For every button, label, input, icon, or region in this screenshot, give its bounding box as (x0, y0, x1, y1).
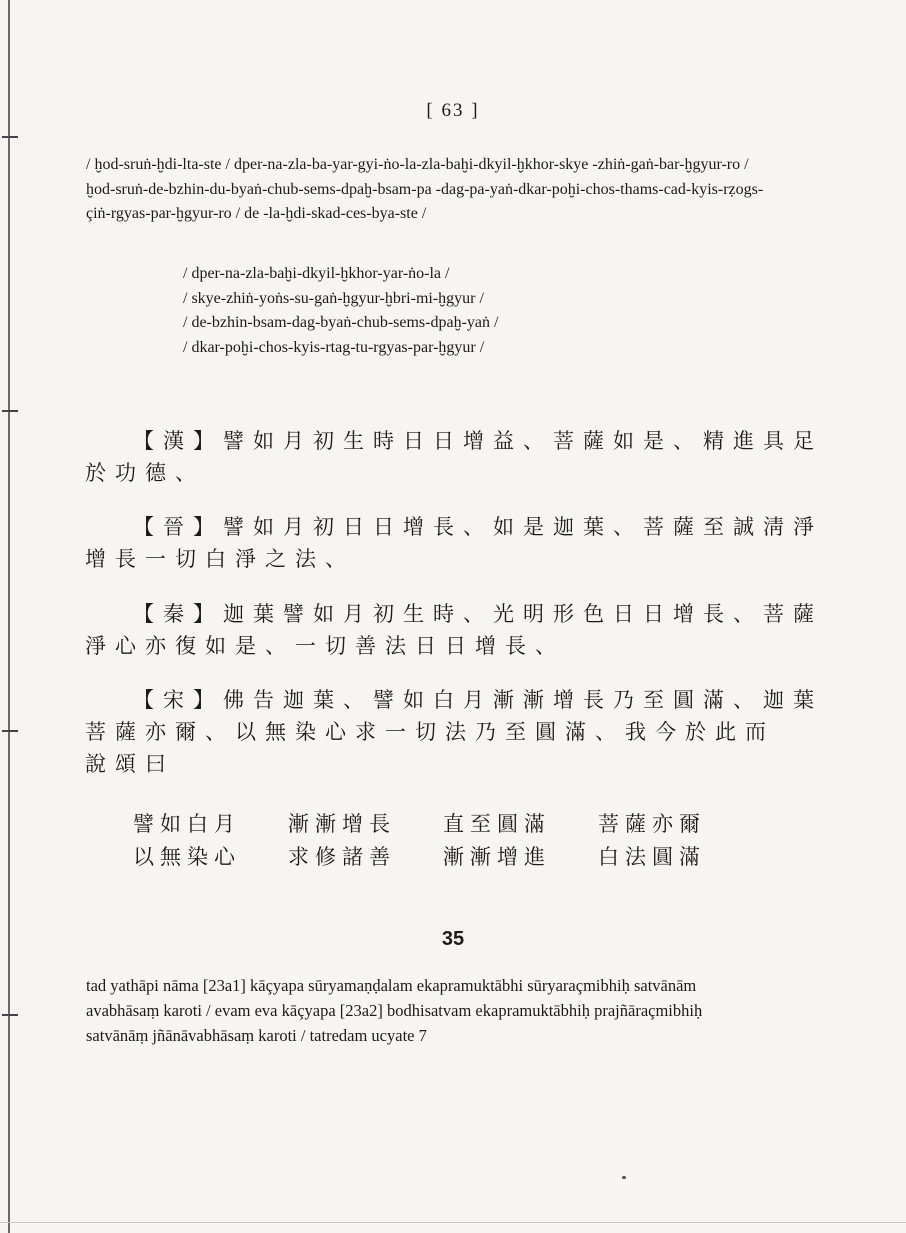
sanskrit-paragraph: tad yathāpi nāma [23a1] kāçyapa sūryamaṇḍalam ekapramuktābhi sūryaraçmibhiḥ satvānām avabhāsaṃ karoti / evam eva kāçyapa [23a2] bodhisatvam ekapramuktābhiḥ prajñāraçmibhiḥ satvānāṃ jñānāvabhāsaṃ karoti / tatredam ucyate 7 (86, 976, 703, 1045)
chinese-line: 菩薩亦爾、以無染心求一切法乃至圓滿、我今於此而 (85, 720, 775, 744)
tibetan-verse-line: / dkar-poḫi-chos-kyis-rtag-tu-rgyas-par-ḫgyur / (183, 338, 485, 356)
chinese-line: 【晉】譬如月初日日增長、如是迦葉、菩薩至誠淸淨 (133, 515, 823, 539)
verse-phrase: 漸漸增長 (288, 812, 396, 836)
tibetan-verse-line: / de-bzhin-bsam-dag-byaṅ-chub-sems-dpaḫ-yaṅ / (183, 314, 499, 331)
binding-tick-mark (2, 136, 18, 138)
chinese-line: 增長一切白淨之法、 (85, 547, 355, 571)
verse-phrase: 以無染心 (133, 845, 241, 869)
binding-tick-mark (2, 410, 18, 412)
binding-tick-mark (2, 730, 18, 732)
verse-phrase: 菩薩亦爾 (598, 812, 706, 836)
chinese-translation-han (85, 425, 823, 489)
verse-phrase: 漸漸增進 (443, 845, 551, 869)
tibetan-verse (183, 262, 498, 360)
verse-phrase: 白法圓滿 (598, 845, 706, 869)
verse-phrase: 求修諸善 (288, 845, 396, 869)
chinese-line: 【秦】迦葉譬如月初生時、光明形色日日增長、菩薩 (133, 602, 823, 626)
chinese-translation-jin (85, 511, 823, 575)
chinese-translation-qin (85, 598, 823, 662)
chinese-verse (133, 808, 753, 874)
scan-speck (622, 1176, 626, 1179)
page-number: [ 63 ] (426, 100, 480, 121)
tibetan-verse-line: / dper-na-zla-baḫi-dkyil-ḫkhor-yar-ṅo-la / (183, 265, 450, 282)
verse-row (133, 808, 753, 841)
binding-edge-line (8, 0, 10, 1233)
chinese-line: 淨心亦復如是、一切善法日日增長、 (85, 634, 565, 658)
page-bottom-rule (0, 1222, 906, 1223)
tibetan-verse-line: / skye-zhiṅ-yoṅs-su-gaṅ-ḫgyur-ḫbri-mi-ḫgyur / (183, 289, 484, 307)
chinese-line: 【漢】譬如月初生時日日增益、菩薩如是、精進具足 (133, 429, 823, 453)
chinese-line: 說頌曰 (85, 752, 175, 776)
binding-tick-mark (2, 1014, 18, 1016)
verse-phrase: 譬如白月 (133, 812, 241, 836)
chinese-line: 於功德、 (85, 461, 205, 485)
section-number: 35 (441, 928, 465, 950)
chinese-line: 【宋】佛告迦葉、譬如白月漸漸增長乃至圓滿、迦葉 (133, 688, 823, 712)
verse-row (133, 841, 753, 874)
verse-phrase: 直至圓滿 (443, 812, 551, 836)
tibetan-paragraph: / ḫod-sruṅ-ḫdi-lta-ste / dper-na-zla-ba-yar-gyi-ṅo-la-zla-baḫi-dkyil-ḫkhor-skye -zhiṅ-gaṅ-bar-ḫgyur-ro / ḫod-sruṅ-de-bzhin-du-byaṅ-chub-sems-dpaḫ-bsam-pa -dag-pa-yaṅ-dkar-poḫi-chos-thams-cad-kyis-rẓogs-çiṅ-rgyas-par-ḫgyur-ro / de -la-ḫdi-skad-ces-bya-ste / (86, 156, 764, 222)
chinese-translation-song (85, 684, 823, 780)
